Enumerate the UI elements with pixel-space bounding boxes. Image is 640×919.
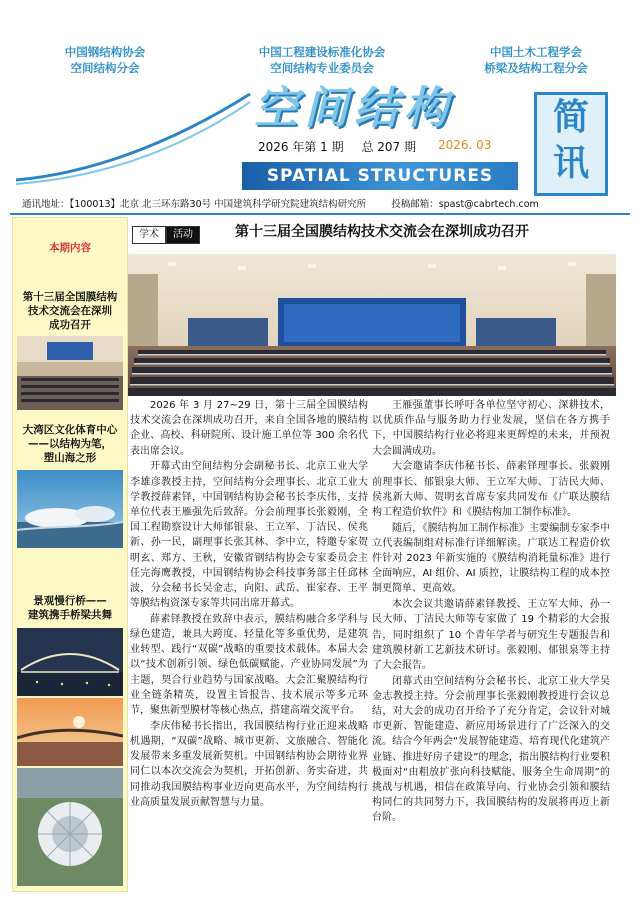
organizer-3-line2: 桥梁及结构工程分会	[484, 61, 588, 75]
contents-sidebar	[12, 217, 128, 892]
organizer-list	[0, 44, 640, 84]
total-issue: 总 207 期	[361, 140, 416, 154]
conference-photo	[128, 254, 616, 396]
english-title-bar: SPATIAL STRUCTURES	[242, 162, 518, 190]
col1-paragraph-4: 李庆伟秘书长指出，我国膜结构行业正迎来战略机遇期，“双碳”战略、城市更新、文旅融合、智能化发展带来多重发展新契机。中国钢结构协会期待业界同仁以本次交流会为契机，开拓创新、务实奋进，共同推动我国膜结构事业迈向更高水平，为空间结构行业高质量发展贡献智慧与力量。	[130, 720, 368, 808]
toc-item-2-line2: ——以结构为笔，	[28, 438, 112, 450]
toc-item-1-line3: 成功召开	[49, 319, 91, 331]
col2-paragraph-2: 大会邀请李庆伟秘书长、薛素铎理事长、张毅刚前理事长、郁银泉大师、王立军大师、丁洁民大师、侯兆新大师、贺明玄首席专家共同发布《广联达膜结构工程造价软件》和《膜结构加工制作标准》。	[372, 461, 610, 518]
organizer-3-line1: 中国土木工程学会	[490, 45, 582, 59]
organizer-1-line2: 空间结构分会	[70, 61, 140, 75]
organizer-2-line1: 中国工程建设标准化协会	[258, 45, 386, 59]
toc-image-bridge-sunset	[17, 698, 123, 766]
toc-image-conference	[17, 336, 123, 410]
toc-item-2-line1: 大湾区文化体育中心	[22, 424, 118, 436]
article-column-1	[130, 398, 368, 810]
toc-image-bridge-night	[17, 628, 123, 696]
toc-heading: 本期内容	[49, 242, 91, 254]
col2-paragraph-3: 随后，《膜结构加工制作标准》主要编制专家李中立代表编制组对标准行详细解读。广联达工程造价软件针对 2023 年新实施的《膜结构消耗量标准》进行全面响应，AI 组价、AI 质控，让膜结构工程的成本控制更简单、更高效。	[372, 522, 610, 595]
organizer-2-line2: 空间结构专业委员会	[270, 61, 374, 75]
tag-activity: 活动	[166, 226, 200, 244]
col2-paragraph-1: 王雁强董事长呼吁各单位坚守初心、深耕技术，以优质作品与服务助力行业发展，坚信在各方携手下，中国膜结构行业必将迎来更辉煌的未来，并预祝大会圆满成功。	[372, 400, 610, 457]
toc-item-1-line1: 第十三届全国膜结构	[22, 291, 118, 303]
issue-number: 2026 年第 1 期	[258, 140, 344, 154]
organizer-1-line1: 中国钢结构协会	[64, 45, 146, 59]
toc-item-1-line2: 技术交流会在深圳	[28, 305, 112, 317]
article-tags	[132, 222, 200, 240]
organizer-1	[40, 44, 170, 76]
toc-image-aerial-structure	[17, 768, 123, 886]
issue-date: 2026. 03	[438, 138, 492, 152]
toc-item-1[interactable]	[13, 290, 127, 332]
toc-item-3-line2: 建筑携手桥梁共舞	[28, 609, 112, 621]
toc-item-3[interactable]	[13, 594, 127, 622]
article-column-2	[372, 398, 610, 826]
toc-item-2[interactable]	[13, 423, 127, 465]
jianxun-char-1: 简	[552, 97, 589, 138]
mailing-address: 通讯地址：【100013】北京 北三环东路30号 中国建筑科学研究院建筑结构研究所	[22, 199, 367, 210]
col2-paragraph-5: 闭幕式由空间结构分会秘书长、北京工业大学吴金志教授主持。分会前理事长张毅刚教授进行会议总结，对大会的成功召开给予了充分肯定，会议针对城市更新、智能建造、新应用场景进行了广泛深入的交流。结合今年两会“发展智能建造、培育现代化建筑产业链、推进好房子建设”的理念，指出膜结构行业要积极面对“由粗放扩张向科技赋能、服务全生命周期”的挑战与机遇，相信在政策导向、行业协会引领和膜结构同仁的共同努力下，我国膜结构的发展将再迈上新台阶。	[372, 675, 610, 824]
jianxun-badge	[534, 92, 608, 196]
col1-paragraph-2: 开幕式由空间结构分会副秘书长、北京工业大学李雄彦教授主持，空间结构分会理事长、北京工业大学教授薛素铎，中国钢结构协会秘书长李庆伟，支持单位代表王雁强先后致辞。分会前理事长张毅刚，全国工程勘察设计大师郁银泉、王立军、丁洁民、侯兆新、孙一民，副理事长张其林、李中立，特邀专家贺明玄、郑方、王秋，安徽省钢结构协会专家委员会主任完海鹰教授，中国钢结构协会科技事务部主任邱林波，分会秘书长吴金志，向阳、武岳、崔家春、王平等膜结构资深专家等共同出席开幕式。	[130, 461, 368, 610]
organizer-2	[228, 44, 416, 76]
logo-swoosh-graphic	[14, 88, 254, 188]
issue-info	[258, 138, 430, 155]
newsletter-title: 空间结构	[254, 83, 454, 134]
organizer-3	[456, 44, 616, 76]
contact-line	[22, 196, 622, 210]
jianxun-char-2: 讯	[552, 143, 589, 184]
article-title: 第十三届全国膜结构技术交流会在深圳成功召开	[235, 224, 529, 240]
toc-item-2-line3: 塑山海之形	[43, 452, 97, 464]
header-divider	[10, 213, 630, 215]
tag-academic: 学术	[132, 226, 166, 244]
col1-paragraph-1: 2026 年 3 月 27~29 日，第十三届全国膜结构技术交流会在深圳成功召开，来自全国各地的膜结构企业、高校、科研院所、设计施工单位等 300 余名代表出席会议。	[130, 400, 368, 457]
toc-image-sports-center	[17, 470, 123, 548]
col2-paragraph-4: 本次会议共邀请薛素铎教授、王立军大师、孙一民大师、丁洁民大师等专家做了 19 个精彩的大会报告，同时组织了 10 个青年学者与研究生专题报告和建筑膜材新工艺新技术研讨。张毅刚、郁银泉等主持了大会报告。	[372, 599, 610, 671]
toc-item-3-line1: 景观慢行桥——	[33, 595, 107, 607]
submission-email: 投稿邮箱：spast@cabrtech.com	[391, 199, 539, 210]
col1-paragraph-3: 薛素铎教授在致辞中表示，膜结构融合多学科与绿色建造，兼具大跨度、轻量化等多重优势，是建筑业转型、践行“双碳”战略的重要技术载体。本届大会以“技术创新引领、绿色低碳赋能、产业协同发展”为主题，契合行业趋势与国家战略。大会汇聚膜结构行业全链条精英，设置主旨报告、技术展示等多元环节，聚焦新型膜材等核心热点，搭建高端交流平台。	[130, 613, 368, 717]
